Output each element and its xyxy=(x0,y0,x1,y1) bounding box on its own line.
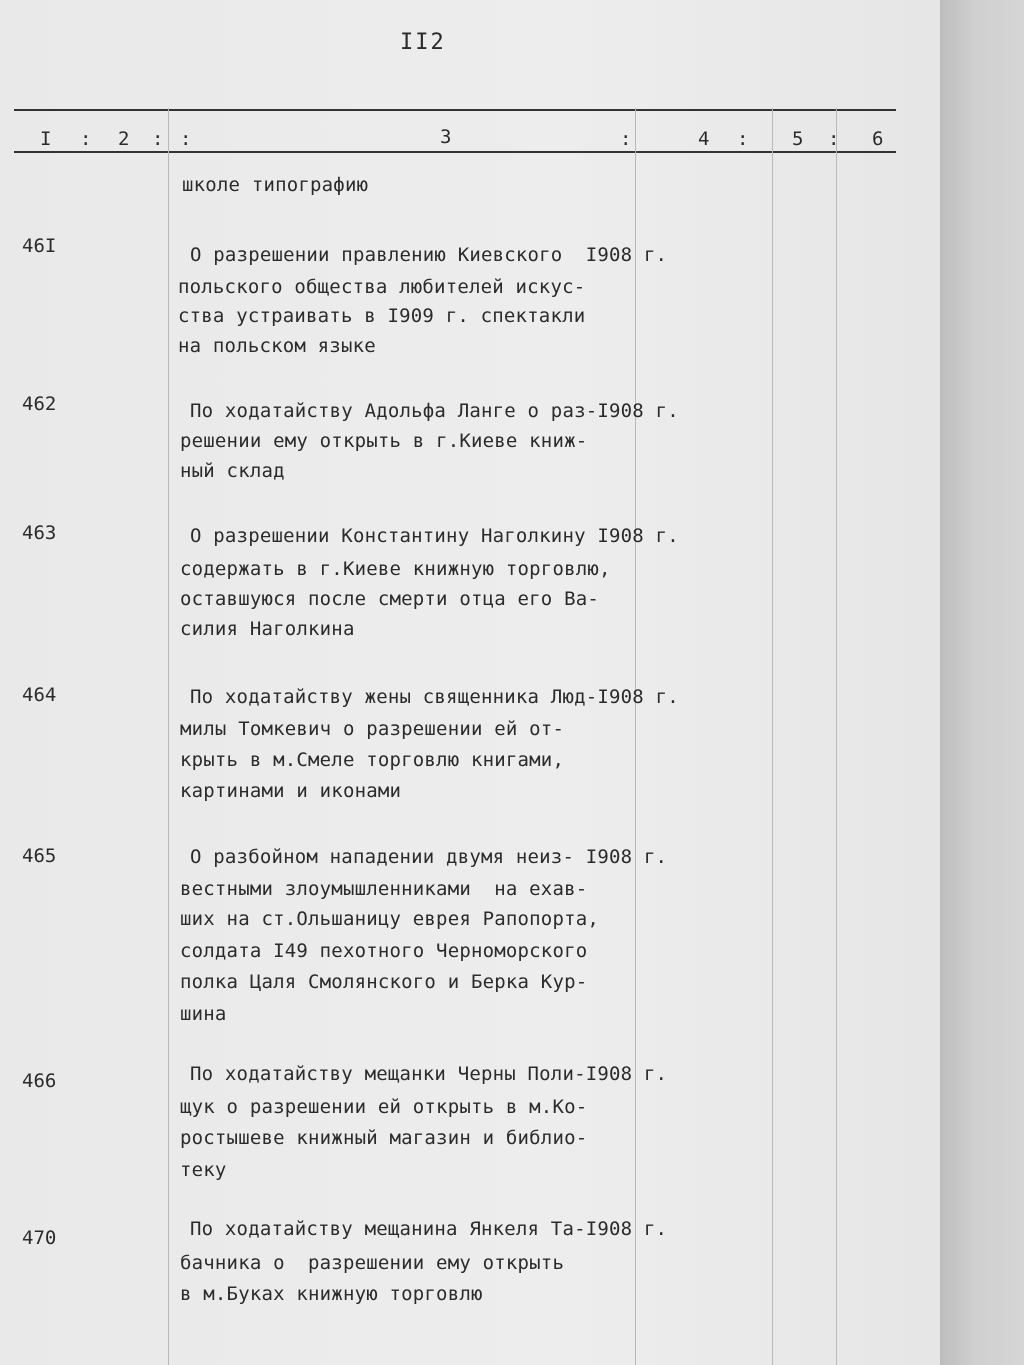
column-separator: : xyxy=(620,128,632,150)
column-divider xyxy=(836,108,837,1365)
page-number: II2 xyxy=(400,30,446,55)
column-separator: : xyxy=(180,128,192,150)
entry-number: 466 xyxy=(22,1070,57,1092)
entry-number: 470 xyxy=(22,1227,57,1249)
entry-text-line: силия Наголкина xyxy=(180,618,355,640)
entry-text-line: О разрешении правлению Киевского I908 г. xyxy=(190,244,668,266)
entry-text-line: польского общества любителей искус- xyxy=(178,276,586,298)
entry-text-line: По ходатайству мещанки Черны Поли-I908 г. xyxy=(190,1063,668,1085)
entry-text-line: О разбойном нападении двумя неиз- I908 г. xyxy=(190,846,668,868)
entry-text-line: солдата I49 пехотного Черноморского xyxy=(180,940,588,962)
entry-text-line: По ходатайству мещанина Янкеля Та-I908 г. xyxy=(190,1218,668,1240)
entry-text-line: ства устраивать в I909 г. спектакли xyxy=(178,305,586,327)
entry-text-line: крыть в м.Смеле торговлю книгами, xyxy=(180,749,565,771)
entry-text-line: решении ему открыть в г.Киеве книж- xyxy=(180,430,588,452)
entry-number: 463 xyxy=(22,522,57,544)
entry-text-line: содержать в г.Киеве книжную торговлю, xyxy=(180,558,611,580)
entry-text-line: картинами и иконами xyxy=(180,780,402,802)
entry-text-line: шина xyxy=(180,1003,227,1025)
entry-text-line: По ходатайству жены священника Люд-I908 г. xyxy=(190,686,679,708)
entry-text-line: в м.Буках книжную торговлю xyxy=(180,1283,483,1305)
entry-text-line: ших на ст.Ольшаницу еврея Рапопорта, xyxy=(180,908,600,930)
entry-text-line: ный склад xyxy=(180,460,285,482)
entry-number: 462 xyxy=(22,393,57,415)
column-separator: : xyxy=(737,128,749,150)
table-header-rule xyxy=(14,151,896,153)
entry-number: 464 xyxy=(22,684,57,706)
column-header: 4 xyxy=(698,128,710,150)
column-separator: : xyxy=(152,128,164,150)
entry-text-line: полка Цаля Смолянского и Берка Кур- xyxy=(180,971,588,993)
continuation-text: школе типографию xyxy=(182,174,369,196)
column-header: 6 xyxy=(872,128,884,150)
entry-number: 465 xyxy=(22,845,57,867)
entry-text-line: теку xyxy=(180,1159,227,1181)
entry-text-line: О разрешении Константину Наголкину I908 г. xyxy=(190,525,679,547)
column-header: 2 xyxy=(118,128,130,150)
entry-text-line: на польском языке xyxy=(178,335,376,357)
table-top-rule xyxy=(14,109,896,111)
entry-text-line: оставшуюся после смерти отца его Ва- xyxy=(180,588,600,610)
entry-text-line: милы Томкевич о разрешении ей от- xyxy=(180,718,565,740)
entry-text-line: бачника о разрешении ему открыть xyxy=(180,1252,565,1274)
entry-text-line: ростышеве книжный магазин и библио- xyxy=(180,1127,588,1149)
column-header: 3 xyxy=(440,126,452,148)
entry-text-line: По ходатайству Адольфа Ланге о раз-I908 г. xyxy=(190,400,679,422)
column-separator: : xyxy=(80,128,92,150)
entry-text-line: щук о разрешении ей открыть в м.Ко- xyxy=(180,1096,588,1118)
entry-text-line: вестными злоумышленниками на ехав- xyxy=(180,878,588,900)
column-divider xyxy=(168,108,169,1365)
column-header: 5 xyxy=(792,128,804,150)
column-divider xyxy=(635,108,636,1365)
column-separator: : xyxy=(828,128,840,150)
column-divider xyxy=(772,108,773,1365)
page-edge-background xyxy=(940,0,1024,1365)
entry-number: 46I xyxy=(22,235,57,257)
column-header: I xyxy=(40,128,52,150)
